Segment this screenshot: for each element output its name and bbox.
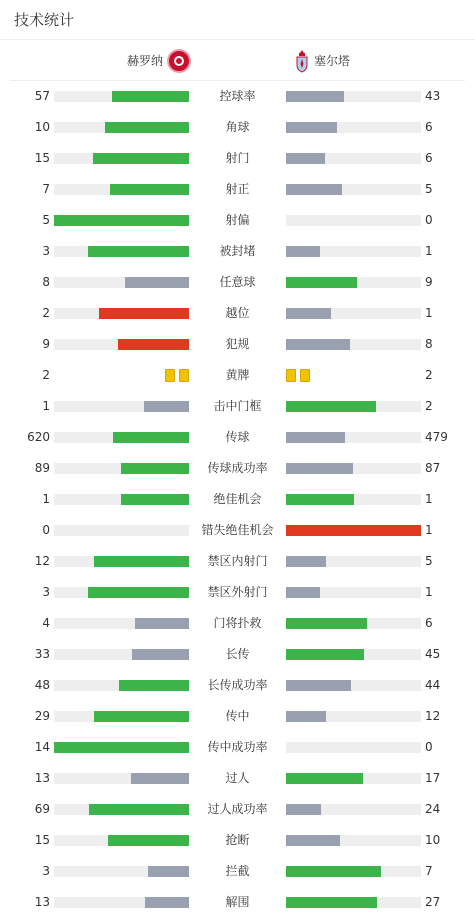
home-bar-fill — [145, 897, 189, 908]
stat-row — [0, 391, 475, 422]
stat-label: 击中门框 — [213, 399, 262, 413]
away-value: 87 — [425, 461, 441, 475]
away-team[interactable] — [294, 40, 354, 81]
away-value: 2 — [425, 368, 433, 382]
away-value: 479 — [425, 430, 448, 444]
away-bar-fill — [286, 432, 345, 443]
home-bar-fill — [88, 246, 189, 257]
home-bar-fill — [121, 463, 189, 474]
home-bar-fill — [132, 649, 189, 660]
home-bar-fill — [110, 184, 189, 195]
stat-label: 门将扑救 — [213, 616, 262, 630]
home-value: 0 — [42, 523, 50, 537]
stat-label: 控球率 — [219, 89, 256, 103]
home-value: 89 — [34, 461, 50, 475]
away-value: 9 — [425, 275, 433, 289]
away-bar-track — [286, 649, 421, 660]
home-value: 12 — [34, 554, 50, 568]
home-bar-fill — [105, 122, 189, 133]
home-value: 3 — [42, 864, 50, 878]
away-bar-fill — [286, 494, 354, 505]
stat-row — [0, 236, 475, 267]
home-bar-track — [54, 215, 189, 226]
home-bar-fill — [54, 742, 189, 753]
home-bar-track — [54, 525, 189, 536]
stat-label: 角球 — [225, 120, 250, 134]
home-bar-fill — [94, 711, 189, 722]
home-value: 33 — [34, 647, 50, 661]
stat-row — [0, 298, 475, 329]
home-bar-fill — [125, 277, 189, 288]
away-bar-track — [286, 804, 421, 815]
section-header — [0, 0, 475, 40]
home-bar-track — [54, 711, 189, 722]
home-bar-track — [54, 277, 189, 288]
away-bar-fill — [286, 184, 342, 195]
home-bar-fill — [89, 804, 189, 815]
stat-label: 任意球 — [219, 275, 256, 289]
stat-row — [0, 732, 475, 763]
stat-row — [0, 205, 475, 236]
home-value: 4 — [42, 616, 50, 630]
away-value: 24 — [425, 802, 441, 816]
away-bar-fill — [286, 804, 321, 815]
away-cards — [286, 369, 310, 382]
away-bar-fill — [286, 277, 357, 288]
away-bar-track — [286, 277, 421, 288]
away-bar-track — [286, 215, 421, 226]
home-bar-track — [54, 897, 189, 908]
home-bar-track — [54, 308, 189, 319]
home-bar-track — [54, 742, 189, 753]
section-title: 技术统计 — [14, 11, 75, 29]
stat-label: 射偏 — [225, 213, 250, 227]
away-value: 43 — [425, 89, 441, 103]
home-value: 69 — [34, 802, 50, 816]
celta-crest-icon — [294, 49, 310, 73]
stat-row — [0, 515, 475, 546]
stat-row — [0, 360, 475, 391]
girona-crest-icon — [167, 49, 191, 73]
home-value: 15 — [34, 833, 50, 847]
home-bar-fill — [135, 618, 189, 629]
away-bar-fill — [286, 680, 351, 691]
stat-row — [0, 422, 475, 453]
away-value: 1 — [425, 244, 433, 258]
home-bar-track — [54, 649, 189, 660]
home-team-name: 赫罗纳 — [126, 54, 163, 68]
home-bar-track — [54, 401, 189, 412]
stat-label: 传球成功率 — [207, 461, 268, 475]
away-bar-track — [286, 556, 421, 567]
stat-label: 解围 — [225, 895, 250, 909]
away-bar-fill — [286, 556, 326, 567]
away-bar-track — [286, 773, 421, 784]
away-bar-track — [286, 618, 421, 629]
yellow-card-icon — [300, 369, 310, 382]
stat-label: 过人成功率 — [207, 802, 268, 816]
stat-row — [0, 701, 475, 732]
home-value: 14 — [34, 740, 50, 754]
stat-label: 射正 — [225, 182, 250, 196]
home-bar-fill — [112, 91, 189, 102]
home-team[interactable] — [123, 40, 191, 81]
home-bar-track — [54, 587, 189, 598]
away-bar-track — [286, 525, 421, 536]
home-bar-fill — [108, 835, 189, 846]
stat-label: 传中成功率 — [207, 740, 268, 754]
home-bar-track — [54, 339, 189, 350]
stat-label: 传球 — [225, 430, 250, 444]
home-bar-track — [54, 153, 189, 164]
away-bar-fill — [286, 711, 326, 722]
away-bar-track — [286, 680, 421, 691]
stat-label: 禁区外射门 — [207, 585, 268, 599]
home-bar-track — [54, 835, 189, 846]
away-bar-fill — [286, 649, 364, 660]
home-bar-track — [54, 494, 189, 505]
stat-label: 越位 — [225, 306, 250, 320]
yellow-card-icon — [165, 369, 175, 382]
away-bar-fill — [286, 246, 320, 257]
stat-row — [0, 887, 475, 918]
away-value: 1 — [425, 306, 433, 320]
home-value: 2 — [42, 368, 50, 382]
stat-row — [0, 267, 475, 298]
stat-row — [0, 763, 475, 794]
away-value: 27 — [425, 895, 441, 909]
away-bar-track — [286, 432, 421, 443]
home-bar-fill — [118, 339, 189, 350]
away-bar-track — [286, 587, 421, 598]
stat-row — [0, 112, 475, 143]
away-bar-track — [286, 897, 421, 908]
away-value: 6 — [425, 616, 433, 630]
home-value: 29 — [34, 709, 50, 723]
away-bar-track — [286, 742, 421, 753]
home-value: 9 — [42, 337, 50, 351]
away-value: 6 — [425, 151, 433, 165]
away-bar-fill — [286, 339, 350, 350]
home-bar-fill — [93, 153, 189, 164]
stat-row — [0, 453, 475, 484]
away-value: 7 — [425, 864, 433, 878]
away-bar-fill — [286, 618, 367, 629]
home-bar-fill — [99, 308, 189, 319]
stat-row — [0, 670, 475, 701]
away-bar-track — [286, 184, 421, 195]
away-value: 8 — [425, 337, 433, 351]
home-value: 10 — [34, 120, 50, 134]
home-bar-fill — [144, 401, 189, 412]
home-value: 5 — [42, 213, 50, 227]
home-bar-track — [54, 122, 189, 133]
stat-label: 错失绝佳机会 — [201, 523, 274, 537]
away-value: 17 — [425, 771, 441, 785]
away-bar-fill — [286, 463, 353, 474]
away-bar-track — [286, 463, 421, 474]
away-value: 0 — [425, 740, 433, 754]
away-bar-fill — [286, 122, 337, 133]
stat-row — [0, 825, 475, 856]
home-bar-track — [54, 618, 189, 629]
stat-row — [0, 577, 475, 608]
stat-label: 抢断 — [225, 833, 250, 847]
home-bar-fill — [54, 215, 189, 226]
away-value: 2 — [425, 399, 433, 413]
home-bar-track — [54, 804, 189, 815]
stat-label: 过人 — [225, 771, 250, 785]
away-value: 0 — [425, 213, 433, 227]
home-value: 7 — [42, 182, 50, 196]
stat-label: 绝佳机会 — [213, 492, 262, 506]
away-bar-fill — [286, 401, 376, 412]
home-bar-fill — [113, 432, 189, 443]
home-value: 57 — [34, 89, 50, 103]
away-bar-fill — [286, 525, 421, 536]
home-bar-track — [54, 91, 189, 102]
stat-label: 被封堵 — [219, 244, 256, 258]
stat-label: 射门 — [225, 151, 250, 165]
stat-row — [0, 174, 475, 205]
stat-row — [0, 794, 475, 825]
home-value: 1 — [42, 399, 50, 413]
home-bar-track — [54, 773, 189, 784]
home-bar-fill — [148, 866, 189, 877]
away-value: 1 — [425, 523, 433, 537]
away-value: 12 — [425, 709, 441, 723]
away-bar-track — [286, 153, 421, 164]
stat-row — [0, 81, 475, 112]
away-bar-fill — [286, 91, 344, 102]
away-bar-track — [286, 339, 421, 350]
away-value: 45 — [425, 647, 441, 661]
away-bar-fill — [286, 308, 331, 319]
stat-label: 长传 — [225, 647, 250, 661]
yellow-card-icon — [179, 369, 189, 382]
home-bar-fill — [94, 556, 189, 567]
home-value: 3 — [42, 244, 50, 258]
away-bar-track — [286, 246, 421, 257]
home-value: 48 — [34, 678, 50, 692]
home-value: 13 — [34, 895, 50, 909]
away-bar-fill — [286, 587, 320, 598]
home-value: 3 — [42, 585, 50, 599]
away-bar-track — [286, 308, 421, 319]
stat-label: 拦截 — [225, 864, 250, 878]
away-value: 6 — [425, 120, 433, 134]
stat-row — [0, 639, 475, 670]
away-value: 5 — [425, 182, 433, 196]
home-bar-fill — [88, 587, 189, 598]
away-value: 1 — [425, 492, 433, 506]
yellow-card-icon — [286, 369, 296, 382]
stat-row — [0, 329, 475, 360]
home-bar-track — [54, 866, 189, 877]
home-bar-fill — [131, 773, 189, 784]
home-value: 13 — [34, 771, 50, 785]
away-bar-track — [286, 401, 421, 412]
away-bar-fill — [286, 153, 325, 164]
away-bar-track — [286, 866, 421, 877]
home-value: 2 — [42, 306, 50, 320]
stat-row — [0, 546, 475, 577]
home-bar-fill — [119, 680, 189, 691]
stat-label: 传中 — [225, 709, 250, 723]
home-value: 8 — [42, 275, 50, 289]
away-team-name: 塞尔塔 — [314, 54, 351, 68]
away-bar-fill — [286, 773, 363, 784]
home-bar-track — [54, 246, 189, 257]
away-bar-fill — [286, 866, 381, 877]
away-bar-track — [286, 91, 421, 102]
away-value: 5 — [425, 554, 433, 568]
stat-label: 黄牌 — [225, 368, 250, 382]
away-bar-track — [286, 711, 421, 722]
home-value: 1 — [42, 492, 50, 506]
home-bar-track — [54, 556, 189, 567]
team-header — [10, 40, 465, 81]
away-value: 10 — [425, 833, 441, 847]
away-bar-track — [286, 835, 421, 846]
stat-label: 犯规 — [225, 337, 250, 351]
away-bar-fill — [286, 897, 377, 908]
stat-label: 长传成功率 — [207, 678, 268, 692]
away-value: 44 — [425, 678, 441, 692]
home-bar-track — [54, 463, 189, 474]
away-bar-track — [286, 494, 421, 505]
home-bar-track — [54, 184, 189, 195]
home-bar-track — [54, 680, 189, 691]
stat-row — [0, 608, 475, 639]
home-bar-track — [54, 432, 189, 443]
home-value: 620 — [27, 430, 50, 444]
away-bar-fill — [286, 835, 340, 846]
away-bar-track — [286, 122, 421, 133]
stat-row — [0, 484, 475, 515]
away-value: 1 — [425, 585, 433, 599]
stat-row — [0, 143, 475, 174]
home-value: 15 — [34, 151, 50, 165]
stat-row — [0, 856, 475, 887]
stat-label: 禁区内射门 — [207, 554, 268, 568]
home-bar-fill — [121, 494, 189, 505]
home-cards — [165, 369, 189, 382]
